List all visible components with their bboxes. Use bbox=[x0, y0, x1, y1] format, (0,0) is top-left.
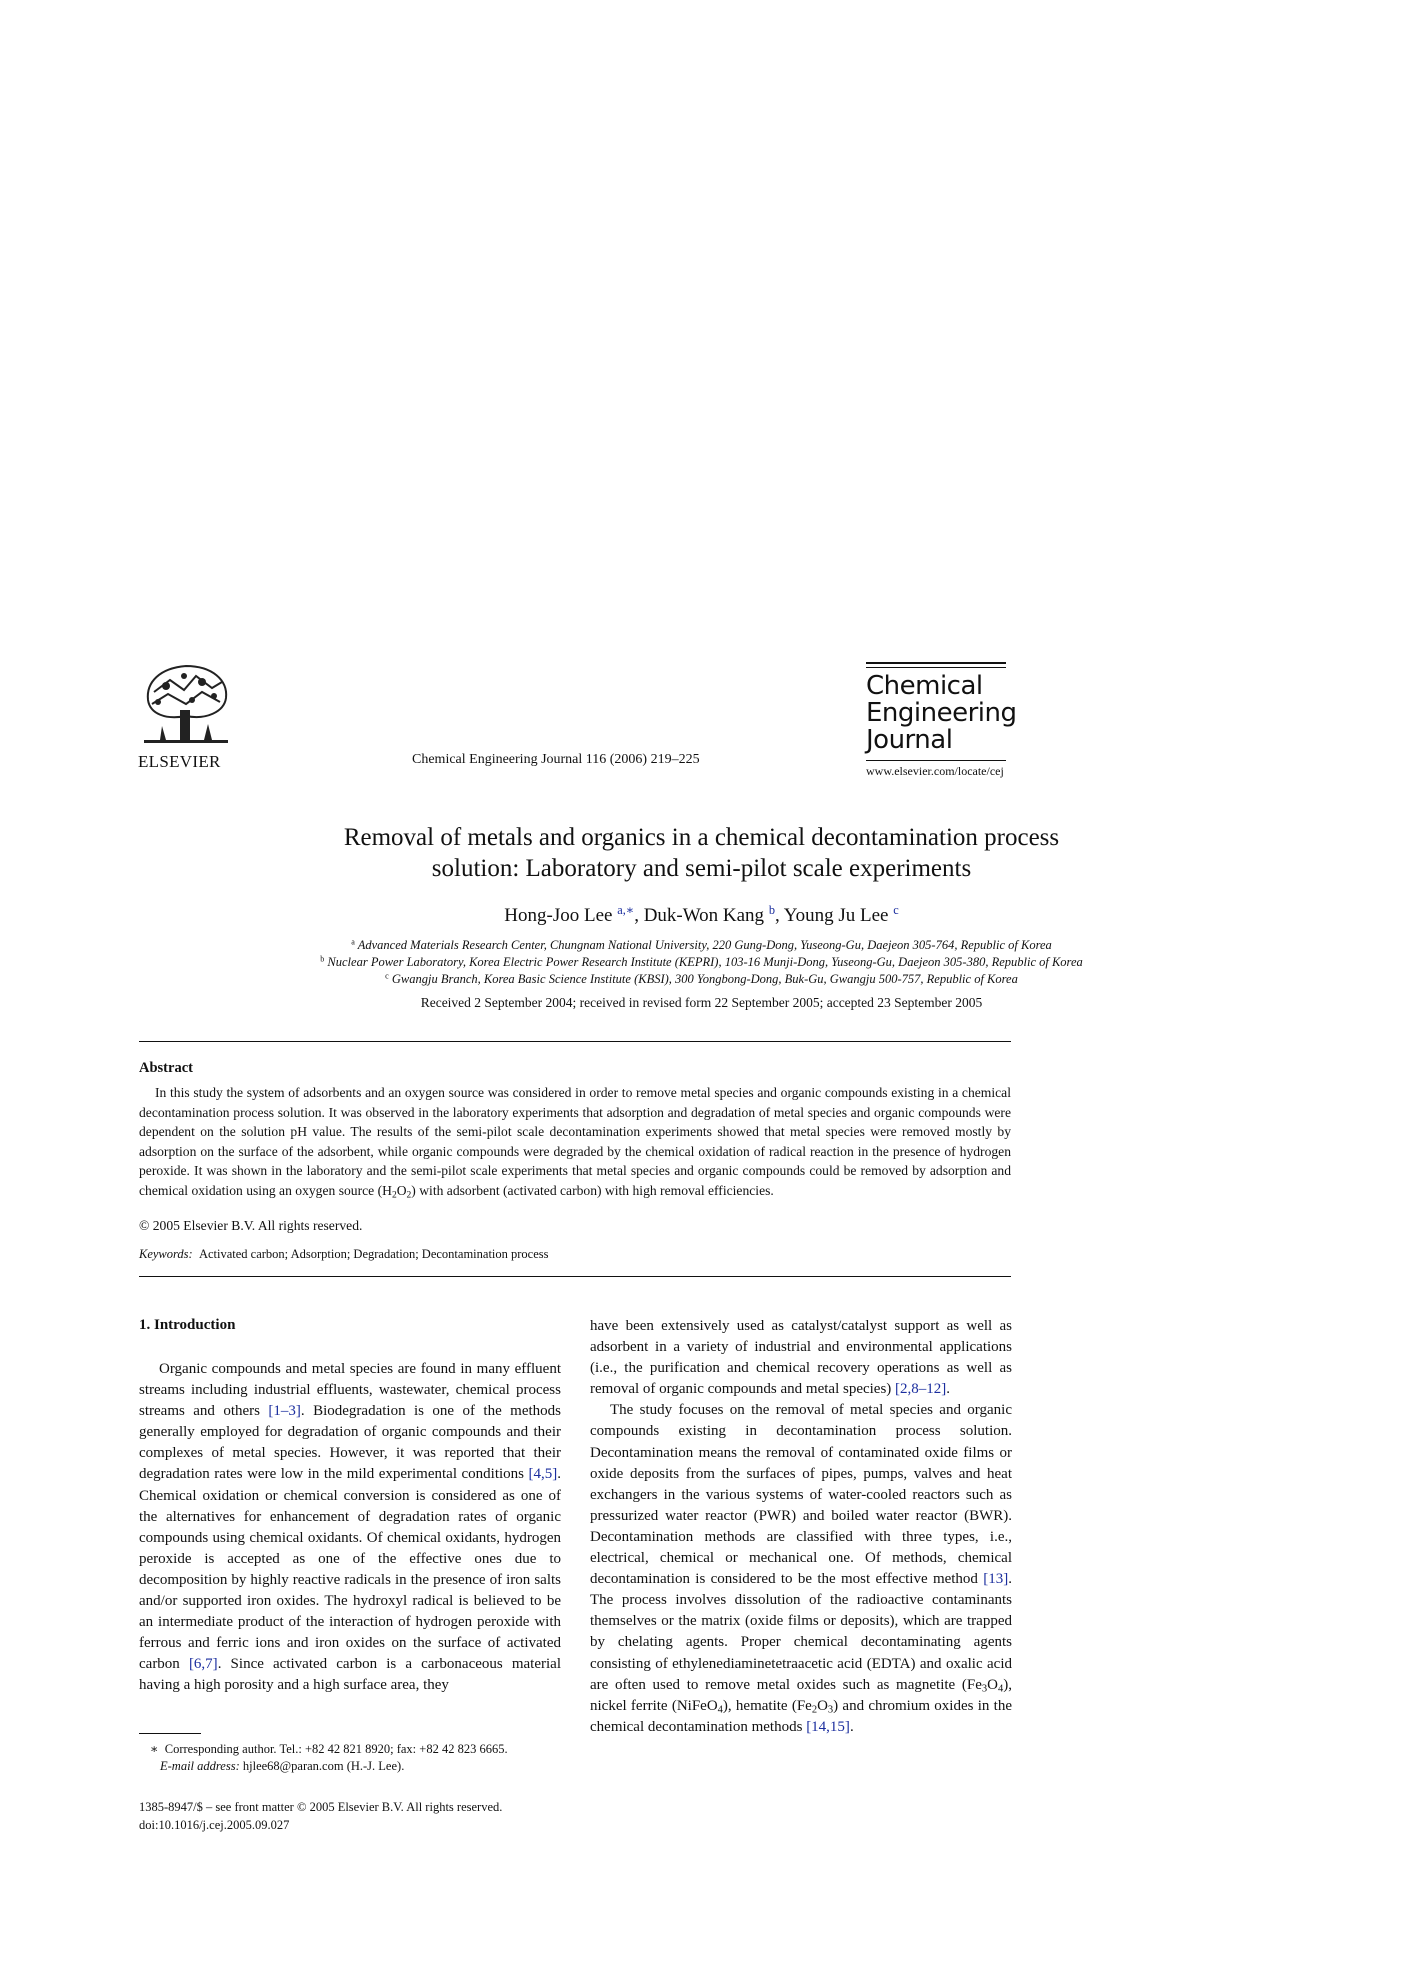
journal-masthead bbox=[866, 662, 1017, 779]
subscript: 2 bbox=[391, 1190, 397, 1201]
author-affiliation-link[interactable]: b bbox=[768, 903, 775, 918]
email-address[interactable]: hjlee68@paran.com (H.-J. Lee). bbox=[242, 1759, 405, 1773]
keywords bbox=[139, 1247, 549, 1262]
author-name: Young Ju Lee bbox=[783, 905, 889, 926]
subscript: 2 bbox=[811, 1704, 818, 1716]
doi-line[interactable]: doi:10.1016/j.cej.2005.09.027 bbox=[139, 1818, 290, 1832]
abstract-text bbox=[139, 1083, 1011, 1201]
author-name: Hong-Joo Lee bbox=[504, 905, 613, 926]
journal-name-line: Engineering bbox=[866, 698, 1017, 728]
affiliation-mark: a bbox=[351, 937, 355, 947]
masthead-rule bbox=[866, 662, 1006, 664]
paragraph bbox=[139, 1359, 561, 1697]
citation-link[interactable]: [14,15] bbox=[806, 1718, 850, 1735]
masthead-rule bbox=[866, 667, 1006, 668]
issn-line: 1385-8947/$ – see front matter © 2005 Elsevier B.V. All rights reserved. bbox=[139, 1800, 503, 1814]
text-run: . The process involves dissolution of the radioactive contaminants themselves or the matrix (oxide films or deposits), which are trapped by chelating agents. Proper chemical decontaminating agents consisting of ethylenediaminetetraacetic acid (EDTA) and oxalic acid are often used to remove metal oxides such as magnetite (Fe bbox=[590, 1571, 1012, 1693]
affiliation-text: Advanced Materials Research Center, Chungnam National University, 220 Gung-Dong, Yuseong-Gu, Daejeon 305-764, Republic of Korea bbox=[357, 938, 1052, 952]
text-run: . Biodegradation is one of the methods generally employed for degradation of organic compounds and their complexes of metal species. However, it was reported that their degradation rates were low in the mild experimental conditions bbox=[139, 1403, 562, 1483]
formula-part: O bbox=[987, 1676, 998, 1693]
section-heading: 1. Introduction bbox=[139, 1317, 236, 1333]
divider bbox=[139, 1276, 1011, 1277]
citation-link[interactable]: [6,7] bbox=[188, 1656, 218, 1673]
abstract-heading: Abstract bbox=[139, 1060, 193, 1076]
email-note bbox=[160, 1759, 404, 1774]
author-list bbox=[120, 905, 1283, 927]
journal-citation: Chemical Engineering Journal 116 (2006) 219–225 bbox=[412, 752, 700, 767]
subscript: 4 bbox=[717, 1704, 723, 1716]
journal-name bbox=[866, 671, 1017, 755]
subscript: 3 bbox=[827, 1704, 834, 1716]
publisher-name: ELSEVIER bbox=[138, 752, 221, 771]
affiliation-mark: b bbox=[320, 954, 325, 964]
footnote-rule bbox=[139, 1733, 201, 1734]
paragraph bbox=[590, 1400, 1012, 1738]
text-run: ), nickel ferrite (NiFeO bbox=[590, 1676, 1012, 1714]
divider bbox=[139, 1041, 1011, 1042]
article-title bbox=[120, 822, 1283, 884]
received-dates: Received 2 September 2004; received in revised form 22 September 2005; accepted 23 September 2005 bbox=[420, 995, 983, 1010]
corresponding-author-note bbox=[150, 1741, 508, 1757]
citation-link[interactable]: [2,8–12] bbox=[895, 1381, 947, 1398]
journal-name-line: Journal bbox=[866, 725, 953, 755]
title-line: solution: Laboratory and semi-pilot scale experiments bbox=[431, 855, 972, 882]
text-run: . bbox=[849, 1718, 854, 1735]
citation-link[interactable]: [4,5] bbox=[528, 1466, 558, 1483]
text-run: . Since activated carbon is a carbonaceous material having a high porosity and a high surface area, they bbox=[139, 1656, 561, 1694]
text-run: . bbox=[946, 1381, 951, 1398]
footnote-mark: ∗ bbox=[150, 1742, 159, 1756]
text-run: have been extensively used as catalyst/catalyst support as well as adsorbent in a variety of industrial and environmental applications (i.e., the purification and chemical recovery operations as well as removal of organic compounds and metal species) bbox=[590, 1318, 1012, 1398]
elsevier-tree-logo bbox=[140, 662, 232, 756]
text-run: Organic compounds and metal species are found in many effluent streams including industrial effluents, wastewater, chemical process streams and others bbox=[139, 1361, 561, 1420]
abstract-copyright: © 2005 Elsevier B.V. All rights reserved. bbox=[139, 1218, 363, 1233]
author-affiliation-link[interactable]: a,∗ bbox=[617, 903, 635, 918]
author-affiliation-link[interactable]: c bbox=[893, 903, 899, 918]
abstract-text-part: In this study the system of adsorbents and an oxygen source was considered in order to remove metal species and organic compounds existing in a chemical decontamination process solution. It was observed in the laboratory experiments that adsorption and degradation of metal species and organic compounds were dependent on the solution pH value. The results of the semi-pilot scale decontamination experiments showed that metal species were removed mostly by adsorption on the surface of the adsorbent, while organic compounds were degraded by the chemical oxidation of radical reaction in the presence of hydrogen peroxide. It was shown in the laboratory and the semi-pilot scale experiments that metal species and organic compounds could be removed by adsorption and chemical oxidation using an oxygen source (H bbox=[139, 1085, 1011, 1198]
journal-url-link[interactable]: www.elsevier.com/locate/cej bbox=[866, 764, 1004, 778]
formula-part: O bbox=[396, 1182, 407, 1198]
right-column bbox=[590, 1316, 1012, 1738]
keywords-label: Keywords: bbox=[139, 1247, 193, 1261]
affiliation-mark: c bbox=[385, 971, 389, 981]
formula-part: O bbox=[817, 1697, 828, 1714]
author-separator: , bbox=[634, 905, 644, 926]
author-separator: , bbox=[774, 905, 784, 926]
author-name: Duk-Won Kang bbox=[643, 905, 765, 926]
text-run: ) and chromium oxides in the chemical decontamination methods bbox=[590, 1697, 1012, 1735]
affiliation bbox=[120, 955, 1283, 970]
masthead-rule bbox=[866, 760, 1006, 761]
affiliation-text: Gwangju Branch, Korea Basic Science Institute (KBSI), 300 Yongbong-Dong, Buk-Gu, Gwangju 500-757, Republic of Korea bbox=[391, 972, 1018, 986]
citation-link[interactable]: [13] bbox=[983, 1571, 1009, 1588]
paragraph bbox=[590, 1316, 1012, 1400]
title-line: Removal of metals and organics in a chemical decontamination process bbox=[343, 824, 1060, 851]
subscript: 4 bbox=[998, 1683, 1004, 1695]
footnote-text: Corresponding author. Tel.: +82 42 821 8920; fax: +82 42 823 6665. bbox=[164, 1742, 508, 1756]
journal-name-line: Chemical bbox=[866, 671, 983, 701]
keywords-list: Activated carbon; Adsorption; Degradation; Decontamination process bbox=[198, 1247, 549, 1261]
subscript: 3 bbox=[981, 1683, 988, 1695]
text-run: . Chemical oxidation or chemical conversion is considered as one of the alternatives for enhancement of degradation rates of organic compounds using chemical oxidants. Of chemical oxidants, hydrogen peroxide is accepted as one of the effective ones due to decomposition by highly reactive radicals in the presence of iron salts and/or supported iron oxides. The hydroxyl radical is believed to be an intermediate product of the interaction of hydrogen peroxide with ferrous and ferric ions and iron oxides on the surface of activated carbon bbox=[139, 1466, 561, 1673]
text-run: ), hematite (Fe bbox=[722, 1697, 812, 1714]
left-column bbox=[139, 1359, 561, 1697]
affiliation bbox=[120, 938, 1283, 953]
subscript: 2 bbox=[406, 1190, 412, 1201]
email-label: E-mail address: bbox=[160, 1759, 240, 1773]
affiliation bbox=[120, 972, 1283, 987]
citation-link[interactable]: [1–3] bbox=[268, 1403, 301, 1420]
abstract-text-part: ) with adsorbent (activated carbon) with high removal efficiencies. bbox=[411, 1182, 774, 1198]
affiliation-text: Nuclear Power Laboratory, Korea Electric Power Research Institute (KEPRI), 103-16 Munji-Dong, Yuseong-Gu, Daejeon 305-380, Republic of Korea bbox=[327, 955, 1083, 969]
text-run: The study focuses on the removal of metal species and organic compounds existing in decontamination process solution. Decontamination means the removal of contaminated oxide films or oxide deposits from the surfaces of pipes, pumps, valves and heat exchangers in the various systems of water-cooled reactors such as pressurized water reactor (PWR) and boiled water reactor (BWR). Decontamination methods are classified with three types, i.e., electrical, chemical or mechanical one. Of methods, chemical decontamination is considered to be the most effective method bbox=[590, 1402, 1012, 1588]
